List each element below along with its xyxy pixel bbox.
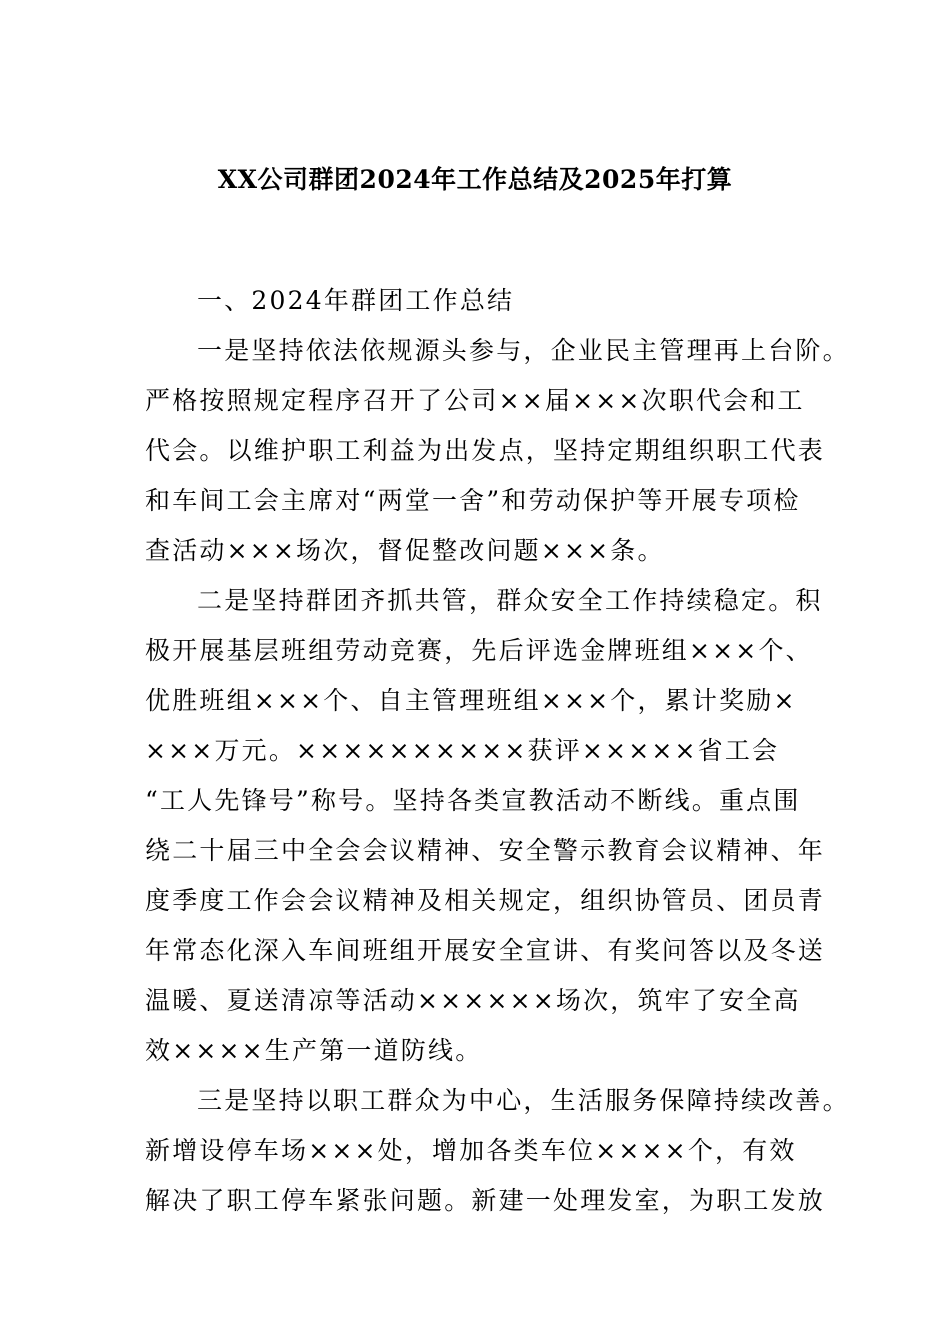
paragraph-2 [145,576,835,1076]
paragraph-line: 查活动×××场次，督促整改问题×××条。 [145,536,665,565]
paragraph-line: 严格按照规定程序召开了公司××届×××次职代会和工 [145,386,805,415]
paragraph-line: 和车间工会主席对“两堂一舍”和劳动保护等开展专项检 [145,486,801,515]
paragraph-line: 优胜班组×××个、自主管理班组×××个，累计奖励× [145,686,797,715]
paragraph-3 [145,1076,850,1226]
paragraph-line: 一是坚持依法依规源头参与，企业民主管理再上台阶。 [197,336,850,365]
paragraph-1 [145,326,850,576]
section-heading: 一、2024年群团工作总结 [197,286,515,315]
paragraph-line: 极开展基层班组劳动竞赛，先后评选金牌班组×××个、 [145,636,813,665]
paragraph-line: 代会。以维护职工利益为出发点，坚持定期组织职工代表 [145,436,826,465]
paragraph-line: 年常态化深入车间班组开展安全宣讲、有奖问答以及冬送 [145,936,826,965]
paragraph-line: 效××××生产第一道防线。 [145,1036,483,1065]
paragraph-line: 度季度工作会会议精神及相关规定，组织协管员、团员青 [145,886,826,915]
paragraph-line: 解决了职工停车紧张问题。新建一处理发室，为职工发放 [145,1186,826,1215]
paragraph-line: 新增设停车场×××处，增加各类车位××××个，有效 [145,1136,797,1165]
paragraph-line: 绕二十届三中全会会议精神、安全警示教育会议精神、年 [145,836,826,865]
paragraph-line: ×××万元。××××××××××获评×××××省工会 [145,736,780,765]
paragraph-line: “工人先锋号”称号。坚持各类宣教活动不断线。重点围 [145,786,801,815]
paragraph-line: 二是坚持群团齐抓共管，群众安全工作持续稳定。积 [197,586,823,615]
paragraph-line: 三是坚持以职工群众为中心，生活服务保障持续改善。 [197,1086,850,1115]
document-body [145,276,850,1226]
document-title: XX公司群团2024年工作总结及2025年打算 [217,165,733,194]
paragraph-line: 温暖、夏送清凉等活动××××××场次，筑牢了安全高 [145,986,801,1015]
